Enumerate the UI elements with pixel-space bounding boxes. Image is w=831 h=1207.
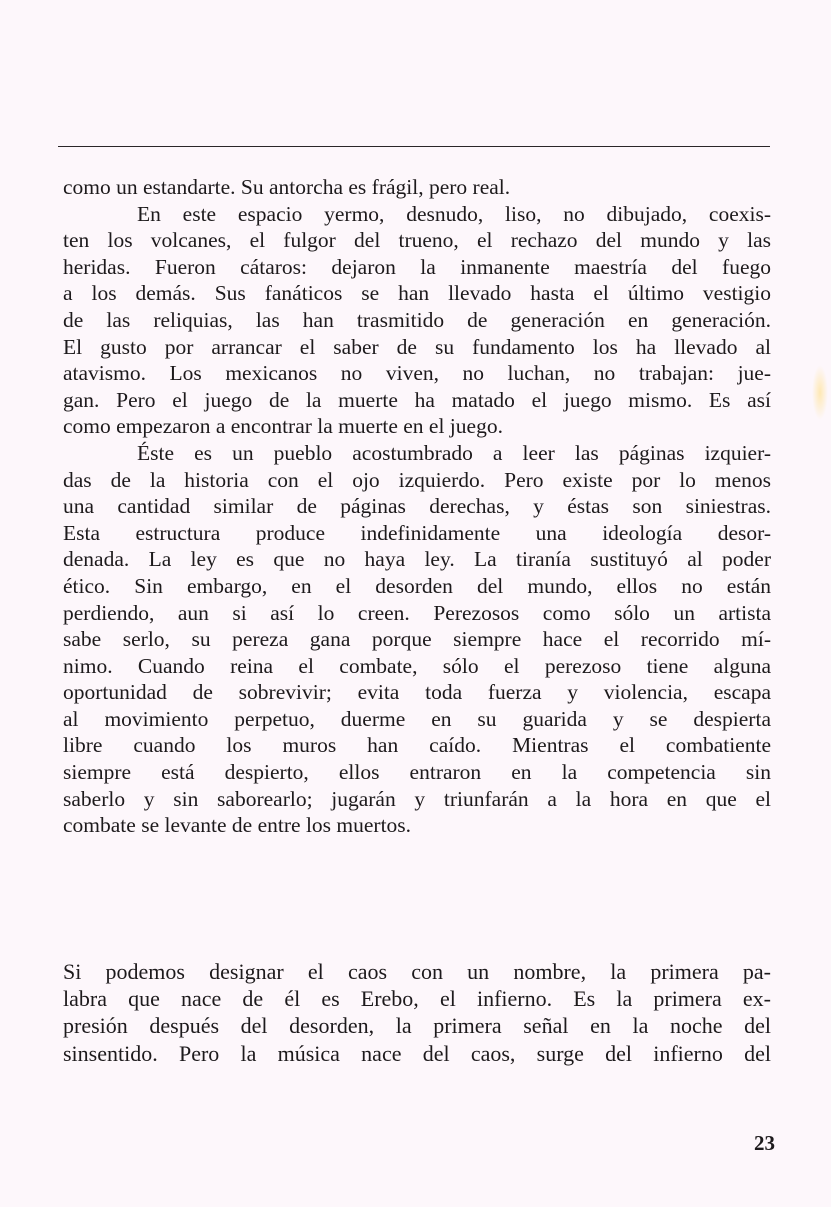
text-line: labra que nace de él es Erebo, el infierno. Es la primera ex-: [63, 986, 771, 1012]
text-line: perdiendo, aun si así lo creen. Perezosos como sólo un artista: [63, 600, 771, 625]
text-line: saberlo y sin saborearlo; jugarán y triunfarán a la hora en que el: [63, 786, 771, 811]
text-line: ético. Sin embargo, en el desorden del mundo, ellos no están: [63, 573, 771, 598]
text-block-1: [63, 174, 771, 839]
text-line: sabe serlo, su pereza gana porque siempre hace el recorrido mí-: [63, 627, 771, 652]
page-number: 23: [754, 1131, 775, 1155]
text-line: libre cuando los muros han caído. Mientras el combatiente: [63, 733, 771, 758]
text-line: sinsentido. Pero la música nace del caos, surge del infierno del: [63, 1040, 771, 1066]
text-line: das de la historia con el ojo izquierdo. Pero existe por lo menos: [63, 467, 771, 492]
page-stain: [812, 365, 828, 420]
text-line: siempre está despierto, ellos entraron en la competencia sin: [63, 760, 771, 785]
text-line: nimo. Cuando reina el combate, sólo el perezoso tiene alguna: [63, 653, 771, 678]
text-line: Esta estructura produce indefinidamente una ideología desor-: [63, 520, 771, 545]
text-line: una cantidad similar de páginas derechas, y éstas son siniestras.: [63, 494, 771, 519]
text-line: ten los volcanes, el fulgor del trueno, el rechazo del mundo y las: [63, 228, 771, 253]
text-line: presión después del desorden, la primera señal en la noche del: [63, 1013, 771, 1039]
text-line: denada. La ley es que no haya ley. La tiranía sustituyó al poder: [63, 547, 771, 572]
text-line: Si podemos designar el caos con un nombre, la primera pa-: [63, 959, 771, 984]
text-line: al movimiento perpetuo, duerme en su guarida y se despierta: [63, 706, 771, 731]
text-line: oportunidad de sobrevivir; evita toda fuerza y violencia, escapa: [63, 680, 771, 705]
text-line: En este espacio yermo, desnudo, liso, no dibujado, coexis-: [137, 201, 771, 226]
text-line: Éste es un pueblo acostumbrado a leer las páginas izquier-: [137, 440, 771, 465]
text-line: combate se levante de entre los muertos.: [63, 813, 412, 838]
header-rule: [58, 146, 770, 147]
text-line: El gusto por arrancar el saber de su fundamento los ha llevado al: [63, 334, 771, 359]
text-line: heridas. Fueron cátaros: dejaron la inmanente maestría del fuego: [63, 254, 771, 279]
text-line: como empezaron a encontrar la muerte en el juego.: [63, 414, 503, 439]
text-line: a los demás. Sus fanáticos se han llevado hasta el último vestigio: [63, 281, 771, 306]
text-line: gan. Pero el juego de la muerte ha matado el juego mismo. Es así: [63, 387, 771, 412]
text-line: como un estandarte. Su antorcha es frágil, pero real.: [63, 175, 511, 199]
text-line: atavismo. Los mexicanos no viven, no luchan, no trabajan: jue-: [63, 361, 771, 386]
text-block-2: [63, 958, 771, 1067]
text-line: de las reliquias, las han trasmitido de generación en generación.: [63, 307, 771, 332]
